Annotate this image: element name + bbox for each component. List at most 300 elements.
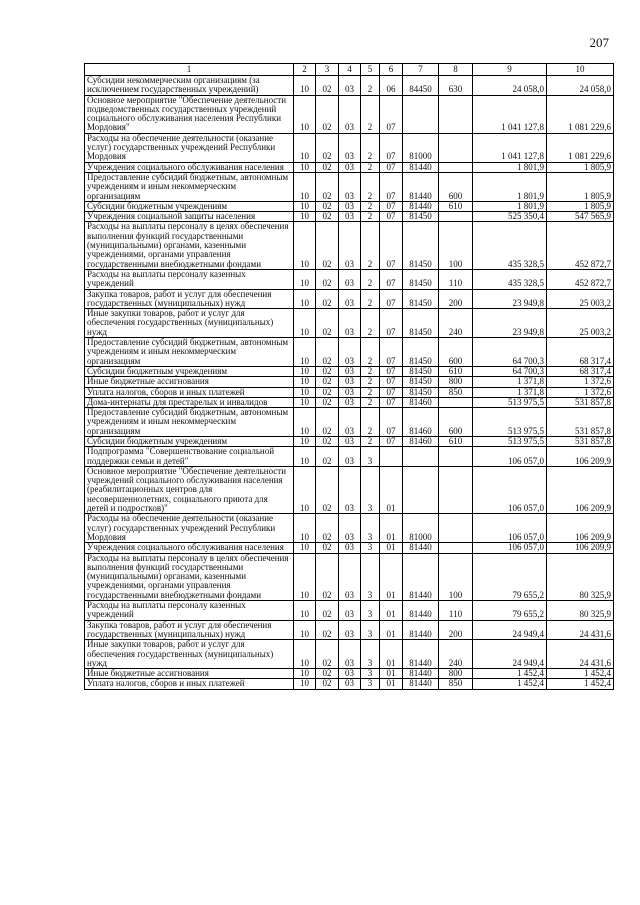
subprogram-code-cell: 3 xyxy=(361,679,380,689)
expense-type-cell: 240 xyxy=(439,309,473,338)
section-code-cell: 10 xyxy=(294,620,316,640)
activity-code-cell: 01 xyxy=(380,543,403,553)
program-code-cell: 03 xyxy=(339,162,361,172)
section-code-cell: 10 xyxy=(294,95,316,133)
subsection-code-cell: 02 xyxy=(316,76,339,96)
amount-year2-cell: 24 431,6 xyxy=(547,640,614,669)
activity-code-cell: 07 xyxy=(380,366,403,376)
amount-year2-cell: 1 372,6 xyxy=(547,377,614,387)
subsection-code-cell: 02 xyxy=(316,543,339,553)
expense-type-cell xyxy=(439,514,473,543)
subprogram-code-cell: 2 xyxy=(361,76,380,96)
expense-type-cell: 100 xyxy=(439,222,473,269)
program-code-cell: 03 xyxy=(339,222,361,269)
row-name-cell: Расходы на выплаты персоналу в целях обеспечения выполнения функций государственными (муниципальными) органами, казенными учреждениями, органами управления государственными внебюджетными фондами xyxy=(85,222,294,269)
page-number: 207 xyxy=(589,35,609,50)
expense-type-cell: 240 xyxy=(439,640,473,669)
program-code-cell: 03 xyxy=(339,201,361,211)
table-row xyxy=(85,601,614,621)
activity-code-cell: 01 xyxy=(380,553,403,600)
subprogram-code-cell: 2 xyxy=(361,222,380,269)
target-code-cell: 81440 xyxy=(403,553,439,600)
program-code-cell: 03 xyxy=(339,553,361,600)
section-code-cell: 10 xyxy=(294,397,316,407)
amount-year1-cell: 106 057,0 xyxy=(473,543,547,553)
subprogram-code-cell: 2 xyxy=(361,387,380,397)
table-row xyxy=(85,172,614,201)
row-name-cell: Уплата налогов, сборов и иных платежей xyxy=(85,387,294,397)
amount-year2-cell: 1 805,9 xyxy=(547,172,614,201)
section-code-cell: 10 xyxy=(294,162,316,172)
column-header: 7 xyxy=(403,64,439,76)
subsection-code-cell: 02 xyxy=(316,95,339,133)
activity-code-cell: 07 xyxy=(380,338,403,367)
section-code-cell: 10 xyxy=(294,76,316,96)
amount-year1-cell: 1 452,4 xyxy=(473,679,547,689)
table-row xyxy=(85,466,614,513)
subsection-code-cell: 02 xyxy=(316,514,339,543)
section-code-cell: 10 xyxy=(294,601,316,621)
row-name-cell: Расходы на выплаты персоналу казенных учреждений xyxy=(85,601,294,621)
subsection-code-cell: 02 xyxy=(316,397,339,407)
table-row xyxy=(85,201,614,211)
expense-type-cell: 610 xyxy=(439,366,473,376)
subprogram-code-cell: 3 xyxy=(361,543,380,553)
target-code-cell: 81440 xyxy=(403,601,439,621)
table-row xyxy=(85,436,614,446)
section-code-cell: 10 xyxy=(294,309,316,338)
row-name-cell: Иные закупки товаров, работ и услуг для обеспечения государственных (муниципальных) нужд xyxy=(85,640,294,669)
activity-code-cell: 01 xyxy=(380,514,403,543)
table-row xyxy=(85,133,614,162)
subsection-code-cell: 02 xyxy=(316,436,339,446)
program-code-cell: 03 xyxy=(339,172,361,201)
table-row xyxy=(85,366,614,376)
row-name-cell: Иные закупки товаров, работ и услуг для обеспечения государственных (муниципальных) нужд xyxy=(85,309,294,338)
subprogram-code-cell: 2 xyxy=(361,95,380,133)
table-row xyxy=(85,212,614,222)
program-code-cell: 03 xyxy=(339,338,361,367)
subprogram-code-cell: 2 xyxy=(361,436,380,446)
row-name-cell: Предоставление субсидий бюджетным, автономным учреждениям и иным некоммерческим организациям xyxy=(85,338,294,367)
target-code-cell: 81440 xyxy=(403,162,439,172)
target-code-cell: 81000 xyxy=(403,133,439,162)
section-code-cell: 10 xyxy=(294,679,316,689)
subprogram-code-cell: 2 xyxy=(361,366,380,376)
program-code-cell: 03 xyxy=(339,601,361,621)
program-code-cell: 03 xyxy=(339,212,361,222)
target-code-cell: 81440 xyxy=(403,640,439,669)
target-code-cell: 81450 xyxy=(403,222,439,269)
amount-year2-cell: 24 431,6 xyxy=(547,620,614,640)
row-name-cell: Учреждения социального обслуживания населения xyxy=(85,543,294,553)
program-code-cell: 03 xyxy=(339,679,361,689)
subsection-code-cell: 02 xyxy=(316,212,339,222)
target-code-cell: 81460 xyxy=(403,436,439,446)
column-header: 6 xyxy=(380,64,403,76)
section-code-cell: 10 xyxy=(294,387,316,397)
target-code-cell: 81460 xyxy=(403,397,439,407)
table-row xyxy=(85,162,614,172)
subsection-code-cell: 02 xyxy=(316,289,339,309)
subsection-code-cell: 02 xyxy=(316,269,339,289)
subprogram-code-cell: 3 xyxy=(361,553,380,600)
amount-year1-cell: 1 371,8 xyxy=(473,377,547,387)
activity-code-cell: 01 xyxy=(380,669,403,679)
subprogram-code-cell: 3 xyxy=(361,466,380,513)
program-code-cell: 03 xyxy=(339,436,361,446)
target-code-cell: 81000 xyxy=(403,514,439,543)
target-code-cell: 81450 xyxy=(403,387,439,397)
subprogram-code-cell: 2 xyxy=(361,162,380,172)
subsection-code-cell: 02 xyxy=(316,172,339,201)
expense-type-cell xyxy=(439,543,473,553)
activity-code-cell: 01 xyxy=(380,620,403,640)
amount-year1-cell: 64 700,3 xyxy=(473,338,547,367)
amount-year1-cell: 513 975,5 xyxy=(473,397,547,407)
row-name-cell: Дома-интернаты для престарелых и инвалидов xyxy=(85,397,294,407)
program-code-cell: 03 xyxy=(339,387,361,397)
activity-code-cell xyxy=(380,447,403,467)
expense-type-cell: 110 xyxy=(439,601,473,621)
subprogram-code-cell: 3 xyxy=(361,640,380,669)
budget-table xyxy=(84,63,614,690)
section-code-cell: 10 xyxy=(294,447,316,467)
row-name-cell: Подпрограмма "Совершенствование социальной поддержки семьи и детей" xyxy=(85,447,294,467)
table-row xyxy=(85,669,614,679)
target-code-cell: 81450 xyxy=(403,338,439,367)
subprogram-code-cell: 2 xyxy=(361,309,380,338)
amount-year2-cell: 1 805,9 xyxy=(547,162,614,172)
target-code-cell xyxy=(403,447,439,467)
activity-code-cell: 07 xyxy=(380,387,403,397)
subsection-code-cell: 02 xyxy=(316,620,339,640)
column-header: 3 xyxy=(316,64,339,76)
row-name-cell: Уплата налогов, сборов и иных платежей xyxy=(85,679,294,689)
target-code-cell xyxy=(403,95,439,133)
target-code-cell: 81450 xyxy=(403,377,439,387)
program-code-cell: 03 xyxy=(339,669,361,679)
row-name-cell: Субсидии некоммерческим организациям (за исключением государственных учреждений) xyxy=(85,76,294,96)
program-code-cell: 03 xyxy=(339,309,361,338)
subprogram-code-cell: 2 xyxy=(361,377,380,387)
amount-year2-cell: 1 452,4 xyxy=(547,669,614,679)
section-code-cell: 10 xyxy=(294,408,316,437)
subsection-code-cell: 02 xyxy=(316,669,339,679)
section-code-cell: 10 xyxy=(294,212,316,222)
target-code-cell xyxy=(403,466,439,513)
target-code-cell: 81440 xyxy=(403,679,439,689)
expense-type-cell: 200 xyxy=(439,289,473,309)
amount-year2-cell: 1 805,9 xyxy=(547,201,614,211)
table-row xyxy=(85,640,614,669)
subprogram-code-cell: 3 xyxy=(361,669,380,679)
table-row xyxy=(85,543,614,553)
amount-year1-cell: 106 057,0 xyxy=(473,466,547,513)
subprogram-code-cell: 2 xyxy=(361,133,380,162)
table-header xyxy=(85,64,614,76)
amount-year2-cell: 1 452,4 xyxy=(547,679,614,689)
amount-year2-cell: 452 872,7 xyxy=(547,222,614,269)
amount-year2-cell: 25 003,2 xyxy=(547,309,614,338)
amount-year1-cell: 24 949,4 xyxy=(473,620,547,640)
amount-year1-cell: 513 975,5 xyxy=(473,436,547,446)
activity-code-cell: 07 xyxy=(380,201,403,211)
program-code-cell: 03 xyxy=(339,366,361,376)
amount-year2-cell: 547 565,9 xyxy=(547,212,614,222)
table-row xyxy=(85,447,614,467)
amount-year1-cell: 1 801,9 xyxy=(473,162,547,172)
expense-type-cell: 630 xyxy=(439,76,473,96)
section-code-cell: 10 xyxy=(294,289,316,309)
section-code-cell: 10 xyxy=(294,172,316,201)
amount-year1-cell: 513 975,5 xyxy=(473,408,547,437)
expense-type-cell xyxy=(439,133,473,162)
program-code-cell: 03 xyxy=(339,466,361,513)
table-row xyxy=(85,309,614,338)
program-code-cell: 03 xyxy=(339,620,361,640)
activity-code-cell: 07 xyxy=(380,309,403,338)
activity-code-cell: 07 xyxy=(380,222,403,269)
expense-type-cell xyxy=(439,95,473,133)
program-code-cell: 03 xyxy=(339,133,361,162)
subsection-code-cell: 02 xyxy=(316,377,339,387)
subsection-code-cell: 02 xyxy=(316,408,339,437)
section-code-cell: 10 xyxy=(294,201,316,211)
expense-type-cell xyxy=(439,447,473,467)
amount-year2-cell: 1 081 229,6 xyxy=(547,133,614,162)
amount-year2-cell: 106 209,9 xyxy=(547,543,614,553)
amount-year1-cell: 106 057,0 xyxy=(473,514,547,543)
activity-code-cell: 01 xyxy=(380,466,403,513)
column-header: 2 xyxy=(294,64,316,76)
row-name-cell: Закупка товаров, работ и услуг для обеспечения государственных (муниципальных) нужд xyxy=(85,289,294,309)
program-code-cell: 03 xyxy=(339,640,361,669)
row-name-cell: Субсидии бюджетным учреждениям xyxy=(85,201,294,211)
subprogram-code-cell: 2 xyxy=(361,408,380,437)
header-row xyxy=(85,64,614,76)
amount-year1-cell: 23 949,8 xyxy=(473,309,547,338)
subprogram-code-cell: 3 xyxy=(361,514,380,543)
table-body xyxy=(85,76,614,690)
target-code-cell: 81440 xyxy=(403,669,439,679)
subprogram-code-cell: 2 xyxy=(361,212,380,222)
section-code-cell: 10 xyxy=(294,436,316,446)
amount-year1-cell: 435 328,5 xyxy=(473,222,547,269)
program-code-cell: 03 xyxy=(339,447,361,467)
row-name-cell: Иные бюджетные ассигнования xyxy=(85,377,294,387)
activity-code-cell: 07 xyxy=(380,133,403,162)
row-name-cell: Расходы на выплаты персоналу казенных учреждений xyxy=(85,269,294,289)
amount-year2-cell: 531 857,8 xyxy=(547,436,614,446)
row-name-cell: Субсидии бюджетным учреждениям xyxy=(85,436,294,446)
table-row xyxy=(85,338,614,367)
subsection-code-cell: 02 xyxy=(316,387,339,397)
section-code-cell: 10 xyxy=(294,669,316,679)
subsection-code-cell: 02 xyxy=(316,553,339,600)
expense-type-cell: 850 xyxy=(439,679,473,689)
row-name-cell: Учреждения социальной защиты населения xyxy=(85,212,294,222)
amount-year2-cell: 80 325,9 xyxy=(547,601,614,621)
amount-year2-cell: 531 857,8 xyxy=(547,397,614,407)
amount-year2-cell: 68 317,4 xyxy=(547,338,614,367)
activity-code-cell: 07 xyxy=(380,212,403,222)
amount-year1-cell: 435 328,5 xyxy=(473,269,547,289)
section-code-cell: 10 xyxy=(294,366,316,376)
subsection-code-cell: 02 xyxy=(316,679,339,689)
table-row xyxy=(85,377,614,387)
row-name-cell: Расходы на обеспечение деятельности (оказание услуг) государственных учреждений Республики Мордовия xyxy=(85,514,294,543)
expense-type-cell: 610 xyxy=(439,201,473,211)
amount-year1-cell: 1 801,9 xyxy=(473,201,547,211)
expense-type-cell: 610 xyxy=(439,436,473,446)
row-name-cell: Предоставление субсидий бюджетным, автономным учреждениям и иным некоммерческим организациям xyxy=(85,408,294,437)
table-row xyxy=(85,387,614,397)
table-row xyxy=(85,514,614,543)
table-row xyxy=(85,289,614,309)
target-code-cell: 81450 xyxy=(403,212,439,222)
activity-code-cell: 07 xyxy=(380,172,403,201)
target-code-cell: 81440 xyxy=(403,543,439,553)
subsection-code-cell: 02 xyxy=(316,201,339,211)
subsection-code-cell: 02 xyxy=(316,640,339,669)
row-name-cell: Расходы на выплаты персоналу в целях обеспечения выполнения функций государственными (муниципальными) органами, казенными учреждениями, органами управления государственными внебюджетными фондами xyxy=(85,553,294,600)
column-header: 4 xyxy=(339,64,361,76)
amount-year2-cell: 106 209,9 xyxy=(547,514,614,543)
program-code-cell: 03 xyxy=(339,377,361,387)
section-code-cell: 10 xyxy=(294,553,316,600)
expense-type-cell xyxy=(439,466,473,513)
section-code-cell: 10 xyxy=(294,338,316,367)
expense-type-cell: 800 xyxy=(439,377,473,387)
amount-year2-cell: 24 058,0 xyxy=(547,76,614,96)
expense-type-cell: 110 xyxy=(439,269,473,289)
section-code-cell: 10 xyxy=(294,466,316,513)
column-header: 10 xyxy=(547,64,614,76)
target-code-cell: 81440 xyxy=(403,201,439,211)
target-code-cell: 84450 xyxy=(403,76,439,96)
expense-type-cell: 600 xyxy=(439,408,473,437)
amount-year1-cell: 525 350,4 xyxy=(473,212,547,222)
amount-year2-cell: 68 317,4 xyxy=(547,366,614,376)
program-code-cell: 03 xyxy=(339,543,361,553)
activity-code-cell: 07 xyxy=(380,408,403,437)
program-code-cell: 03 xyxy=(339,397,361,407)
table-row xyxy=(85,679,614,689)
section-code-cell: 10 xyxy=(294,543,316,553)
section-code-cell: 10 xyxy=(294,222,316,269)
subprogram-code-cell: 3 xyxy=(361,601,380,621)
expense-type-cell: 800 xyxy=(439,669,473,679)
amount-year1-cell: 1 371,8 xyxy=(473,387,547,397)
expense-type-cell xyxy=(439,397,473,407)
section-code-cell: 10 xyxy=(294,269,316,289)
table-row xyxy=(85,95,614,133)
section-code-cell: 10 xyxy=(294,640,316,669)
column-header: 9 xyxy=(473,64,547,76)
activity-code-cell: 01 xyxy=(380,640,403,669)
row-name-cell: Субсидии бюджетным учреждениям xyxy=(85,366,294,376)
subsection-code-cell: 02 xyxy=(316,447,339,467)
expense-type-cell: 200 xyxy=(439,620,473,640)
column-header: 8 xyxy=(439,64,473,76)
row-name-cell: Основное мероприятие "Обеспечение деятельности учреждений социального обслуживания населения (реабилитационных центров для несовершеннолетних, социального приюта для детей и подростков)" xyxy=(85,466,294,513)
row-name-cell: Закупка товаров, работ и услуг для обеспечения государственных (муниципальных) нужд xyxy=(85,620,294,640)
amount-year2-cell: 1 372,6 xyxy=(547,387,614,397)
program-code-cell: 03 xyxy=(339,408,361,437)
amount-year2-cell: 80 325,9 xyxy=(547,553,614,600)
subsection-code-cell: 02 xyxy=(316,466,339,513)
program-code-cell: 03 xyxy=(339,76,361,96)
subprogram-code-cell: 3 xyxy=(361,620,380,640)
expense-type-cell: 100 xyxy=(439,553,473,600)
activity-code-cell: 06 xyxy=(380,76,403,96)
section-code-cell: 10 xyxy=(294,133,316,162)
activity-code-cell: 07 xyxy=(380,289,403,309)
subprogram-code-cell: 2 xyxy=(361,172,380,201)
activity-code-cell: 07 xyxy=(380,436,403,446)
table-row xyxy=(85,620,614,640)
amount-year1-cell: 1 041 127,8 xyxy=(473,95,547,133)
table-row xyxy=(85,553,614,600)
expense-type-cell: 600 xyxy=(439,338,473,367)
amount-year1-cell: 79 655,2 xyxy=(473,553,547,600)
activity-code-cell: 07 xyxy=(380,377,403,387)
subsection-code-cell: 02 xyxy=(316,601,339,621)
expense-type-cell: 600 xyxy=(439,172,473,201)
row-name-cell: Учреждения социального обслуживания населения xyxy=(85,162,294,172)
expense-type-cell xyxy=(439,162,473,172)
row-name-cell: Основное мероприятие "Обеспечение деятельности подведомственных государственных учреждений социального обслуживания населения Республики Мордовия" xyxy=(85,95,294,133)
amount-year2-cell: 452 872,7 xyxy=(547,269,614,289)
amount-year1-cell: 1 801,9 xyxy=(473,172,547,201)
subprogram-code-cell: 2 xyxy=(361,201,380,211)
section-code-cell: 10 xyxy=(294,514,316,543)
amount-year1-cell: 1 452,4 xyxy=(473,669,547,679)
amount-year2-cell: 106 209,9 xyxy=(547,466,614,513)
subsection-code-cell: 02 xyxy=(316,338,339,367)
row-name-cell: Иные бюджетные ассигнования xyxy=(85,669,294,679)
subprogram-code-cell: 3 xyxy=(361,447,380,467)
activity-code-cell: 07 xyxy=(380,397,403,407)
program-code-cell: 03 xyxy=(339,289,361,309)
column-header: 1 xyxy=(85,64,294,76)
row-name-cell: Предоставление субсидий бюджетным, автономным учреждениям и иным некоммерческим организациям xyxy=(85,172,294,201)
amount-year2-cell: 25 003,2 xyxy=(547,289,614,309)
amount-year1-cell: 64 700,3 xyxy=(473,366,547,376)
expense-type-cell: 850 xyxy=(439,387,473,397)
amount-year1-cell: 79 655,2 xyxy=(473,601,547,621)
row-name-cell: Расходы на обеспечение деятельности (оказание услуг) государственных учреждений Республики Мордовия xyxy=(85,133,294,162)
table-row xyxy=(85,76,614,96)
subprogram-code-cell: 2 xyxy=(361,338,380,367)
activity-code-cell: 07 xyxy=(380,95,403,133)
activity-code-cell: 07 xyxy=(380,162,403,172)
subprogram-code-cell: 2 xyxy=(361,289,380,309)
amount-year2-cell: 1 081 229,6 xyxy=(547,95,614,133)
amount-year1-cell: 24 058,0 xyxy=(473,76,547,96)
activity-code-cell: 07 xyxy=(380,269,403,289)
amount-year1-cell: 24 949,4 xyxy=(473,640,547,669)
target-code-cell: 81450 xyxy=(403,309,439,338)
column-header: 5 xyxy=(361,64,380,76)
target-code-cell: 81450 xyxy=(403,269,439,289)
program-code-cell: 03 xyxy=(339,514,361,543)
subprogram-code-cell: 2 xyxy=(361,269,380,289)
target-code-cell: 81460 xyxy=(403,408,439,437)
activity-code-cell: 01 xyxy=(380,601,403,621)
amount-year2-cell: 531 857,8 xyxy=(547,408,614,437)
